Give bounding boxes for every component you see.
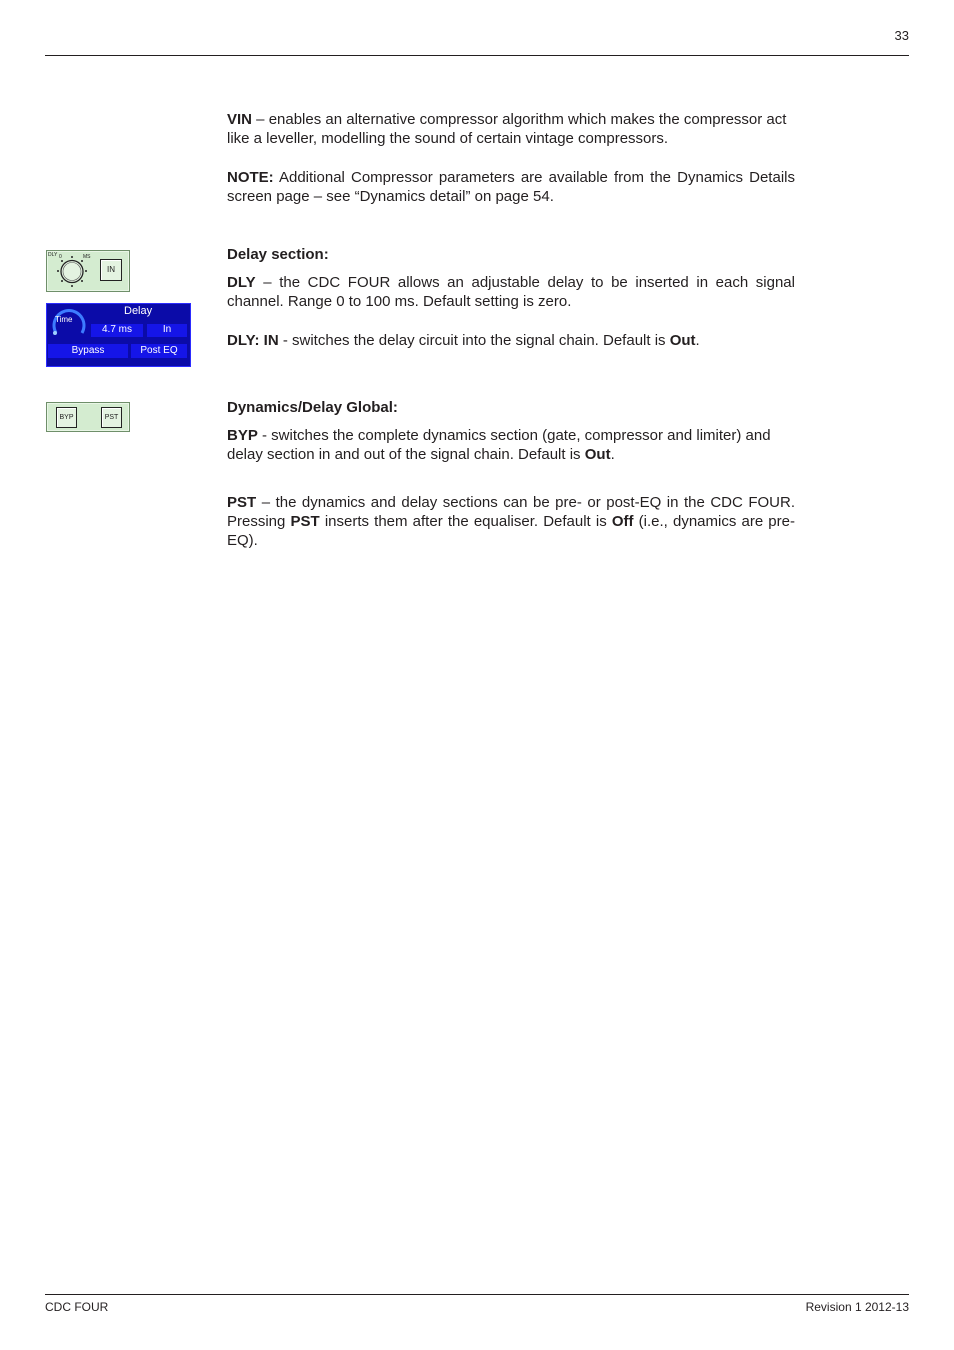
note-paragraph — [227, 168, 795, 206]
dly-text: – the CDC FOUR allows an adjustable delay to be inserted in each signal channel. Range 0 to 100 ms. Default setting is zero. — [227, 274, 795, 310]
dly-in-paragraph — [227, 331, 795, 350]
dly-knob[interactable] — [55, 255, 89, 289]
vin-label: VIN — [227, 111, 253, 128]
pst-text-2: inserts them after the equaliser. Default is — [319, 513, 612, 530]
pst-label-2: PST — [290, 513, 320, 530]
delay-in-button[interactable]: IN — [100, 259, 122, 281]
note-label: NOTE: — [227, 169, 274, 186]
pst-text-1: – the dynamics and delay sections can be pre- or post-EQ in the CDC FOUR. Pressing — [227, 494, 795, 530]
global-section-heading: Dynamics/Delay Global: — [227, 399, 398, 416]
byp-end: . — [610, 446, 615, 463]
dly-label: DLY — [227, 274, 256, 291]
header-rule — [45, 55, 909, 56]
delay-control-strip — [46, 250, 130, 292]
dly-in-default: Out — [669, 332, 696, 349]
page-number: 33 — [894, 28, 909, 43]
dly-in-end: . — [695, 332, 700, 349]
pst-paragraph — [227, 493, 795, 550]
dly-paragraph — [227, 273, 795, 311]
footer-rule — [45, 1294, 909, 1295]
delay-in-toggle[interactable]: In — [147, 324, 187, 337]
byp-label: BYP — [227, 427, 258, 444]
dly-knob-label: DLY — [48, 252, 58, 258]
byp-text: - switches the complete dynamics section (gate, compressor and limiter) and delay section in and out of the signal chain. Default is — [227, 427, 771, 463]
time-knob-label: Time — [55, 315, 73, 324]
delay-screen — [46, 303, 191, 367]
delay-screen-title: Delay — [124, 305, 153, 317]
global-control-strip — [46, 402, 130, 432]
dly-scale-min: 0 — [59, 254, 62, 260]
pst-button[interactable]: PST — [101, 407, 122, 428]
dly-in-text: - switches the delay circuit into the signal chain. Default is — [278, 332, 670, 349]
footer-product-name: CDC FOUR — [45, 1300, 109, 1314]
byp-button[interactable]: BYP — [56, 407, 77, 428]
post-eq-toggle[interactable]: Post EQ — [131, 344, 187, 358]
byp-paragraph — [227, 426, 795, 464]
footer-revision: Revision 1 2012-13 — [805, 1300, 909, 1314]
dly-in-label: DLY: IN — [227, 332, 279, 349]
delay-time-value[interactable]: 4.7 ms — [91, 324, 143, 337]
pst-default: Off — [611, 513, 634, 530]
vin-text: – enables an alternative compressor algorithm which makes the compressor act like a leveller, modelling the sound of certain vintage compressors. — [227, 111, 787, 147]
vin-paragraph — [227, 110, 795, 148]
pst-end: (i.e., dynamics are pre-EQ). — [227, 513, 795, 549]
dly-scale-max: MS — [83, 254, 91, 260]
note-text: Additional Compressor parameters are available from the Dynamics Details screen page – see “Dynamics detail” on page 54. — [227, 169, 795, 205]
delay-section-heading: Delay section: — [227, 246, 329, 263]
pst-label: PST — [227, 494, 257, 511]
bypass-toggle[interactable]: Bypass — [48, 344, 128, 358]
byp-default: Out — [584, 446, 611, 463]
